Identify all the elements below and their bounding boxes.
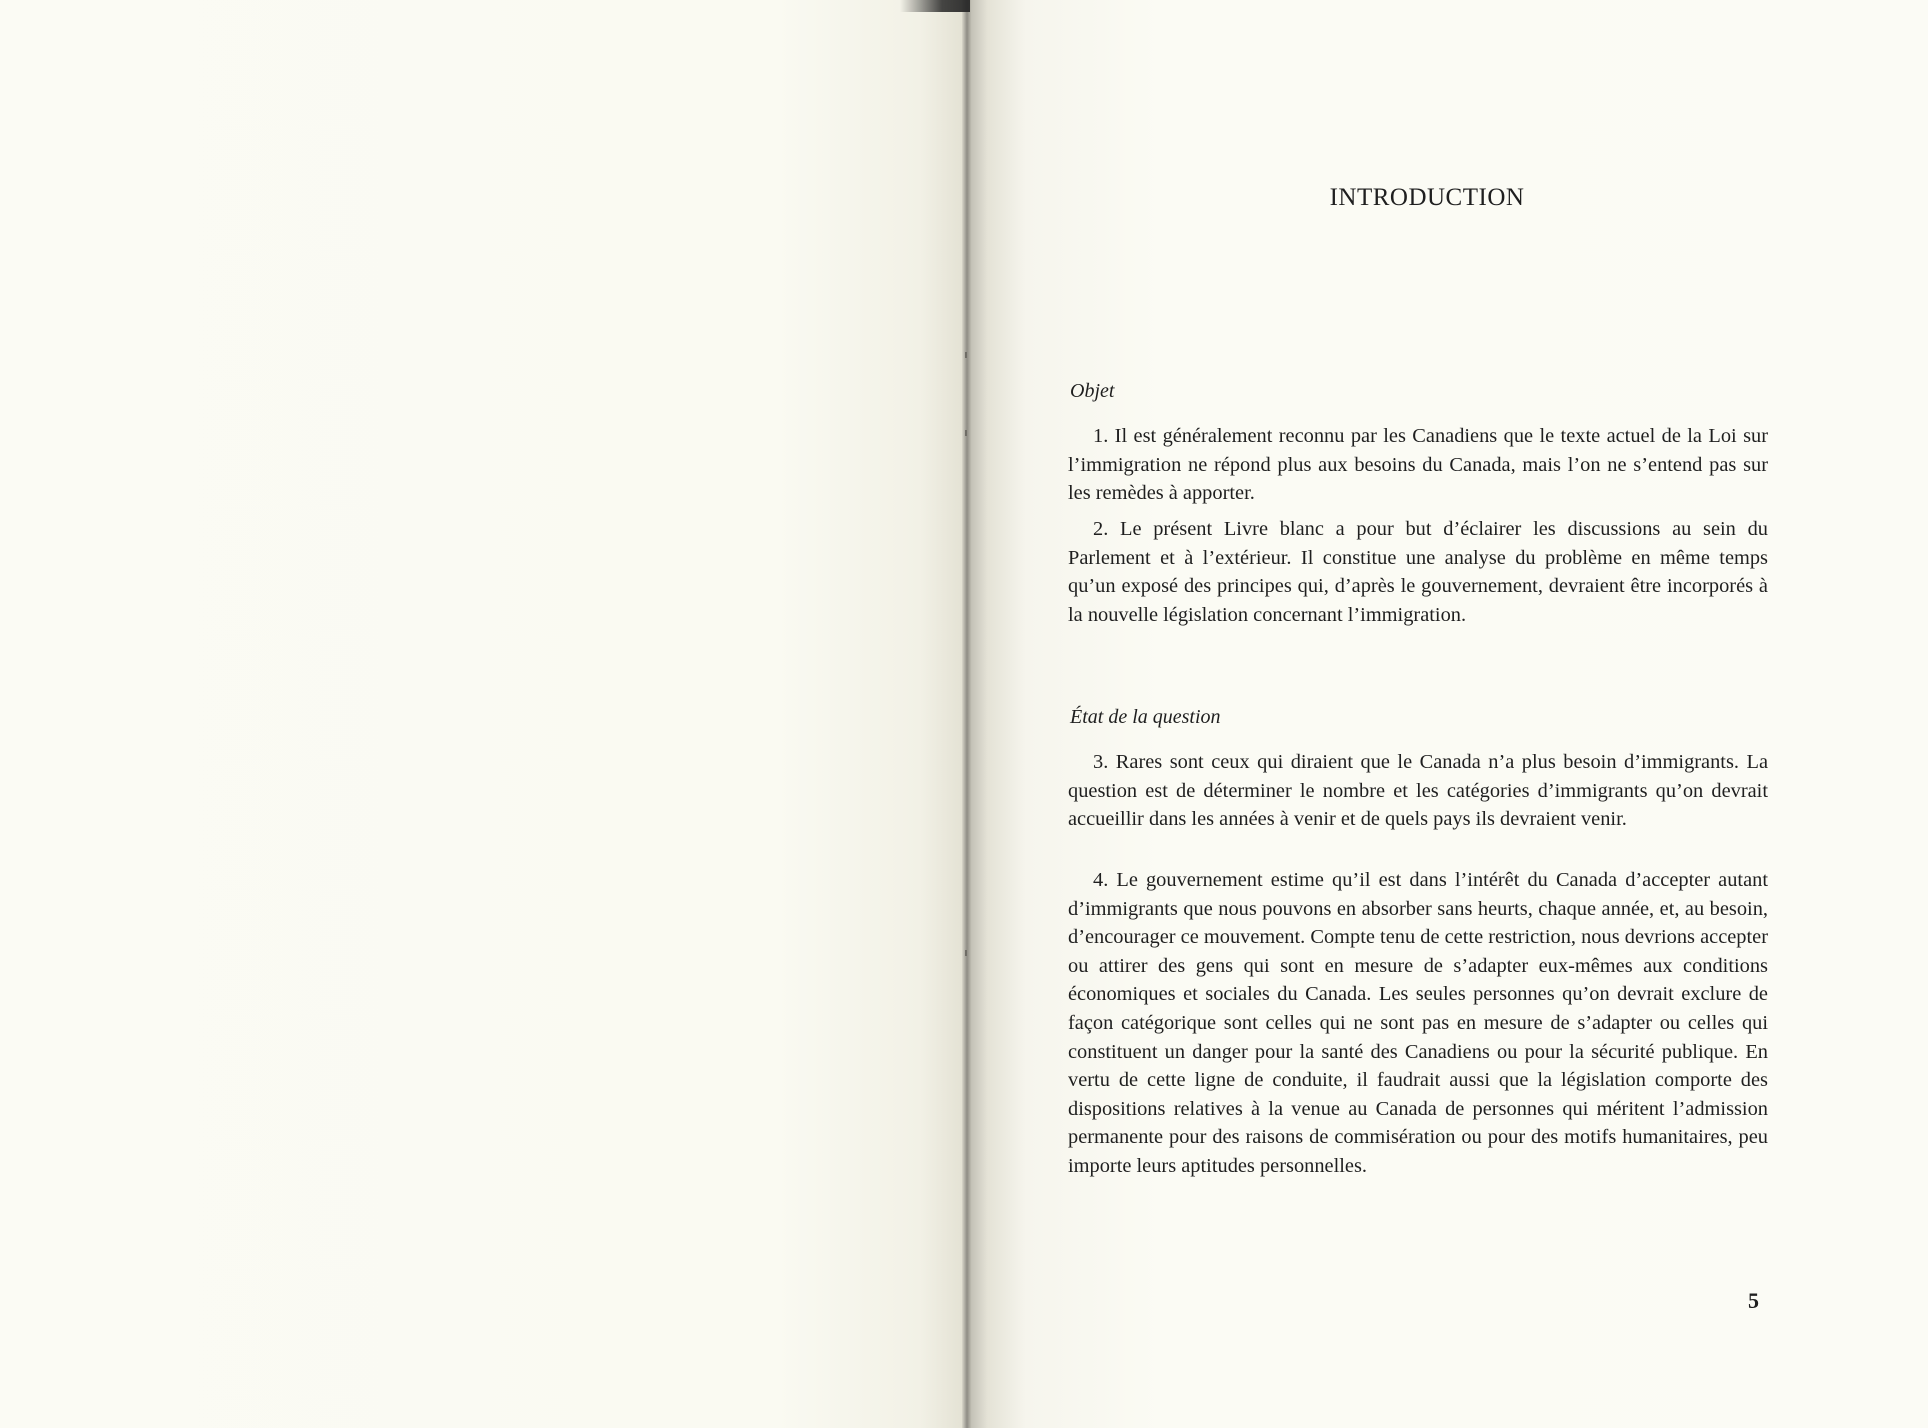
binding-stitch: [965, 352, 967, 358]
section-heading-objet: Objet: [1070, 380, 1115, 402]
paragraph-3: 3. Rares sont ceux qui diraient que le Canada n’a plus besoin d’immigrants. La question est de déterminer le nombre et les catégories d’immigrants qu’on devrait accueillir dans les années à venir et de quels pays ils devraient venir.: [1068, 751, 1768, 831]
page-title: INTRODUCTION: [1329, 184, 1525, 211]
binding-stitch: [965, 430, 967, 436]
book-gutter: [962, 0, 972, 1428]
paragraph-1: 1. Il est généralement reconnu par les Canadiens que le texte actuel de la Loi sur l’immigration ne répond plus aux besoins du Canada, mais l’on ne s’entend pas sur les remèdes à apporter.: [1068, 425, 1768, 505]
section-heading-etat: État de la question: [1070, 706, 1221, 728]
binding-shadow: [900, 0, 970, 12]
paragraph-2: 2. Le présent Livre blanc a pour but d’éclairer les discussions au sein du Parlement et à l’extérieur. Il constitue une analyse du problème en même temps qu’un exposé des principes qui, d’après le gouvernement, devraient être incorporés à la nouvelle législation concernant l’immigration.: [1068, 518, 1768, 626]
paragraph-4: 4. Le gouvernement estime qu’il est dans l’intérêt du Canada d’accepter autant d’immigrants que nous pouvons en absorber sans heurts, chaque année, et, au besoin, d’encourager ce mouvement. Compte tenu de cette restriction, nous devrions accepter ou attirer des gens qui sont en mesure de s’adapter eux-mêmes aux conditions économiques et sociales du Canada. Les seules personnes qu’on devrait exclure de façon catégorique sont celles qui ne sont pas en mesure de s’adapter ou celles qui constituent un danger pour la santé des Canadiens ou pour la sécurité publique. En vertu de cette ligne de conduite, il faudrait aussi que la législation comporte des dispositions relatives à la venue au Canada de personnes qui méritent l’admission permanente pour des raisons de commisération ou pour des motifs humanitaires, peu importe leurs aptitudes personnelles.: [1068, 869, 1768, 1177]
binding-stitch: [965, 950, 967, 956]
page-number: 5: [1748, 1288, 1759, 1313]
